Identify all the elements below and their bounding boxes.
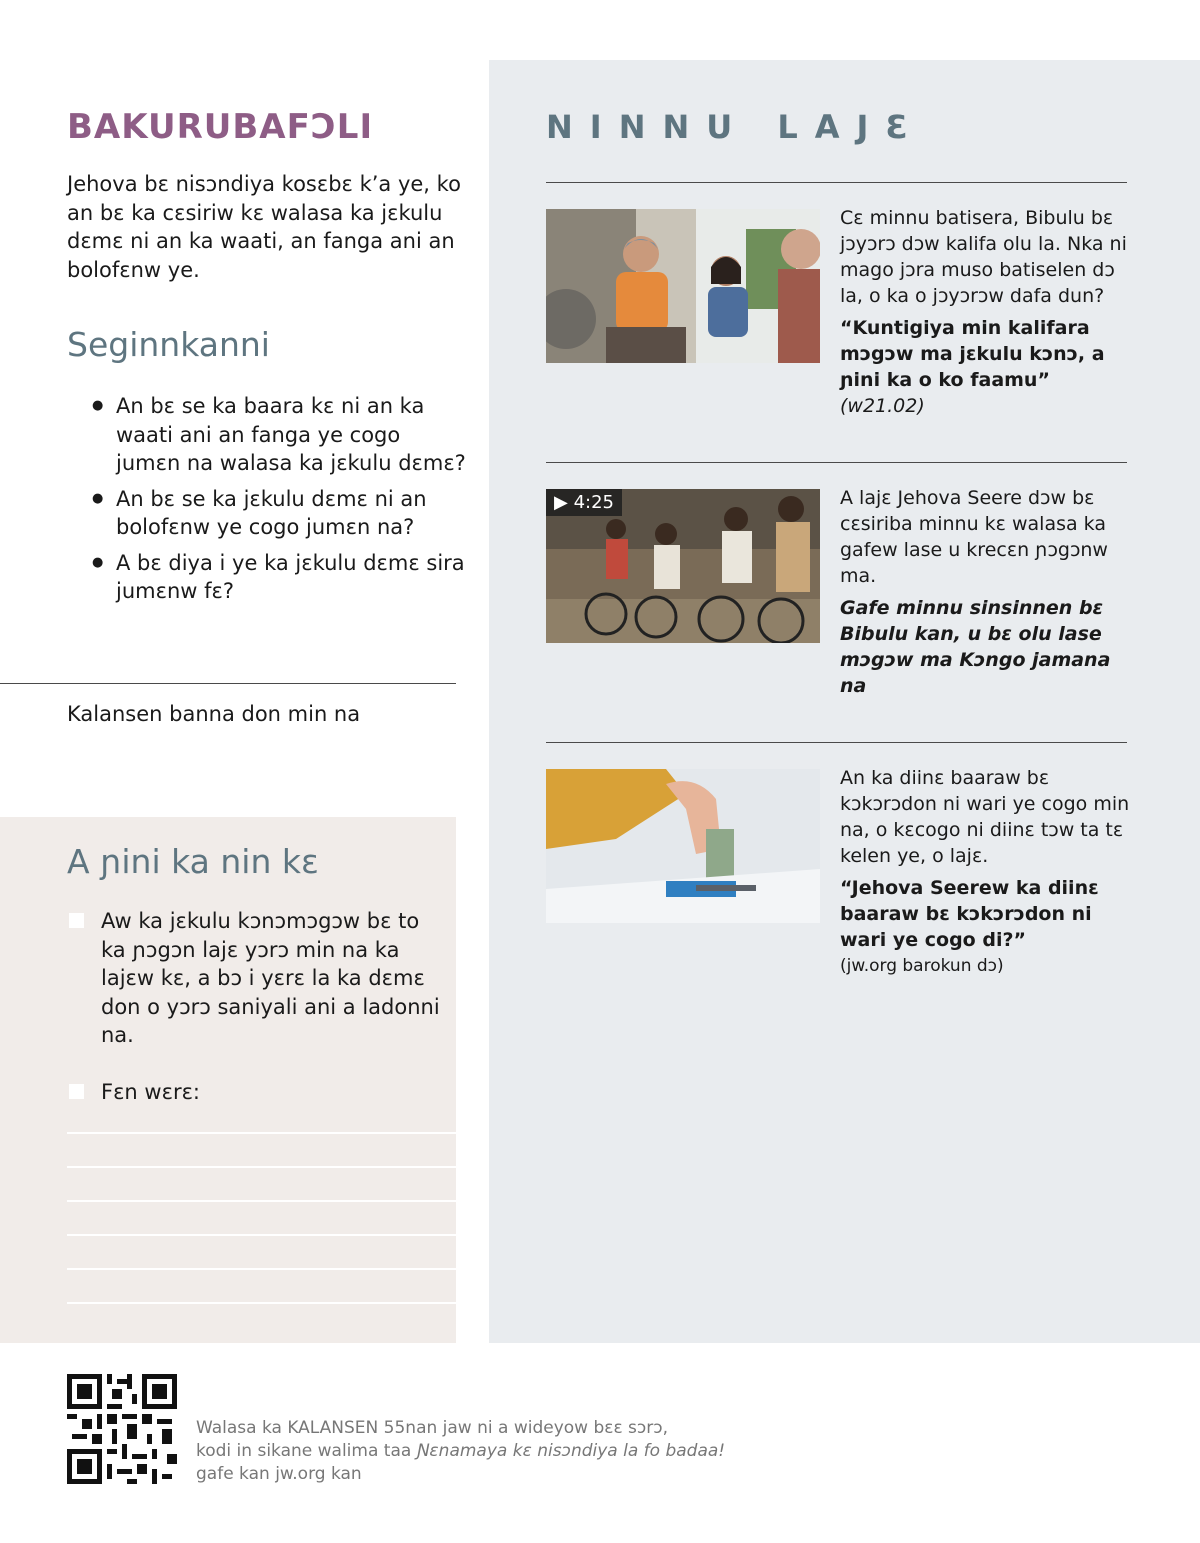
book-title-link[interactable]: Ɲɛnamaya kɛ nisɔndiya la fo badaa! [416,1441,726,1461]
video-duration-badge: ▶ 4:25 [546,489,622,516]
explore-item-3-link[interactable]: “Jehova Seerew ka diinɛ baaraw bɛ kɔkɔrɔdon ni wari ye cogo di?” [840,877,1099,951]
footer-line-3: gafe kan jw.org kan [196,1464,362,1484]
footer-line-2 [196,1440,725,1463]
question-item: ● A bɛ diya i ye ka jɛkulu dɛmɛ sira jumɛnw fɛ? [88,549,468,606]
write-line[interactable] [67,1166,456,1168]
explore-item-3-text: An ka diinɛ baaraw bɛ kɔkɔrɔdon ni wari ye cogo min na, o kɛcogo ni diinɛ tɔw ta tɛ kelen ye, o lajɛ. [840,767,1130,867]
action-item-other: Fɛn wɛrɛ: [101,1080,201,1104]
question-item: ● An bɛ se ka jɛkulu dɛmɛ ni an bolofɛnw ye cogo jumɛn na? [88,485,468,542]
summary-title: BAKURUBAFƆLI [67,107,374,147]
explore-item-3 [840,765,1130,979]
explore-item-3-source: (jw.org barokun dɔ) [840,956,1004,976]
questions-list [88,392,468,613]
explore-item-1-source: (w21.02) [840,395,925,417]
divider [0,683,456,684]
explore-title: NINNU LAJƐ [546,108,925,146]
explore-item-1-text: Cɛ minnu batisera, Bibulu bɛ jɔyɔrɔ dɔw kalifa olu la. Nka ni mago jɔra muso batiselen dɔ la, o ka o jɔyɔrɔw dafa dun? [840,207,1127,307]
explore-item-2-link[interactable]: Gafe minnu sinsinnen bɛ Bibulu kan, u bɛ olu lase mɔgɔw ma Kɔngo jamana na [840,597,1111,697]
explore-item-2 [840,485,1130,699]
divider [546,182,1127,183]
question-item: ● An bɛ se ka baara kɛ ni an ka waati ani an fanga ye cogo jumɛn na walasa ka jɛkulu dɛmɛ? [88,392,468,478]
questions-title: Seginnkanni [67,325,270,364]
explore-item-1-link-block[interactable] [840,315,1130,419]
write-line[interactable] [67,1200,456,1202]
qr-code[interactable] [67,1374,177,1484]
divider [546,742,1127,743]
footer-text [196,1417,725,1486]
explore-item-2-text: A lajɛ Jehova Seere dɔw bɛ cɛsiriba minnu kɛ walasa ka gafew lase u krecɛn ɲɔgɔnw ma. [840,487,1108,587]
write-line[interactable] [67,1302,456,1304]
write-line[interactable] [67,1268,456,1270]
divider [546,462,1127,463]
explore-item-1-link[interactable]: “Kuntigiya min kalifara mɔgɔw ma jɛkulu kɔnɔ, a ɲini ka o ko faamu” [840,317,1105,391]
explore-item-1 [840,205,1130,419]
write-line[interactable] [67,1234,456,1236]
checkbox[interactable] [69,1084,84,1099]
donation-box-photo[interactable] [546,769,820,923]
video-bicycles-thumbnail[interactable] [546,489,820,643]
write-line[interactable] [67,1132,456,1134]
footer-line-1: Walasa ka KALANSEN 55nan jaw ni a wideyow bɛɛ sɔrɔ, [196,1418,668,1438]
footer-line-2-plain: kodi in sikane walima taa [196,1441,417,1461]
checkbox[interactable] [69,913,84,928]
summary-text: Jehova bɛ nisɔndiya kosɛbɛ k’a ye, ko an bɛ ka cɛsiriw kɛ walasa ka jɛkulu dɛmɛ ni an ka waati, an fanga ani an bolofɛnw ye. [67,172,461,282]
action-item: Aw ka jɛkulu kɔnɔmɔgɔw bɛ to ka ɲɔgɔn lajɛ yɔrɔ min na ka lajɛw kɛ, a bɔ i yɛrɛ la ka dɛmɛ don o yɔrɔ saniyali ani a ladonni na. [101,909,440,1047]
bible-study-photo[interactable] [546,209,820,363]
action-title: A ɲini ka nin kɛ [67,842,319,881]
meeting-date-note: Kalansen banna don min na [67,702,361,726]
